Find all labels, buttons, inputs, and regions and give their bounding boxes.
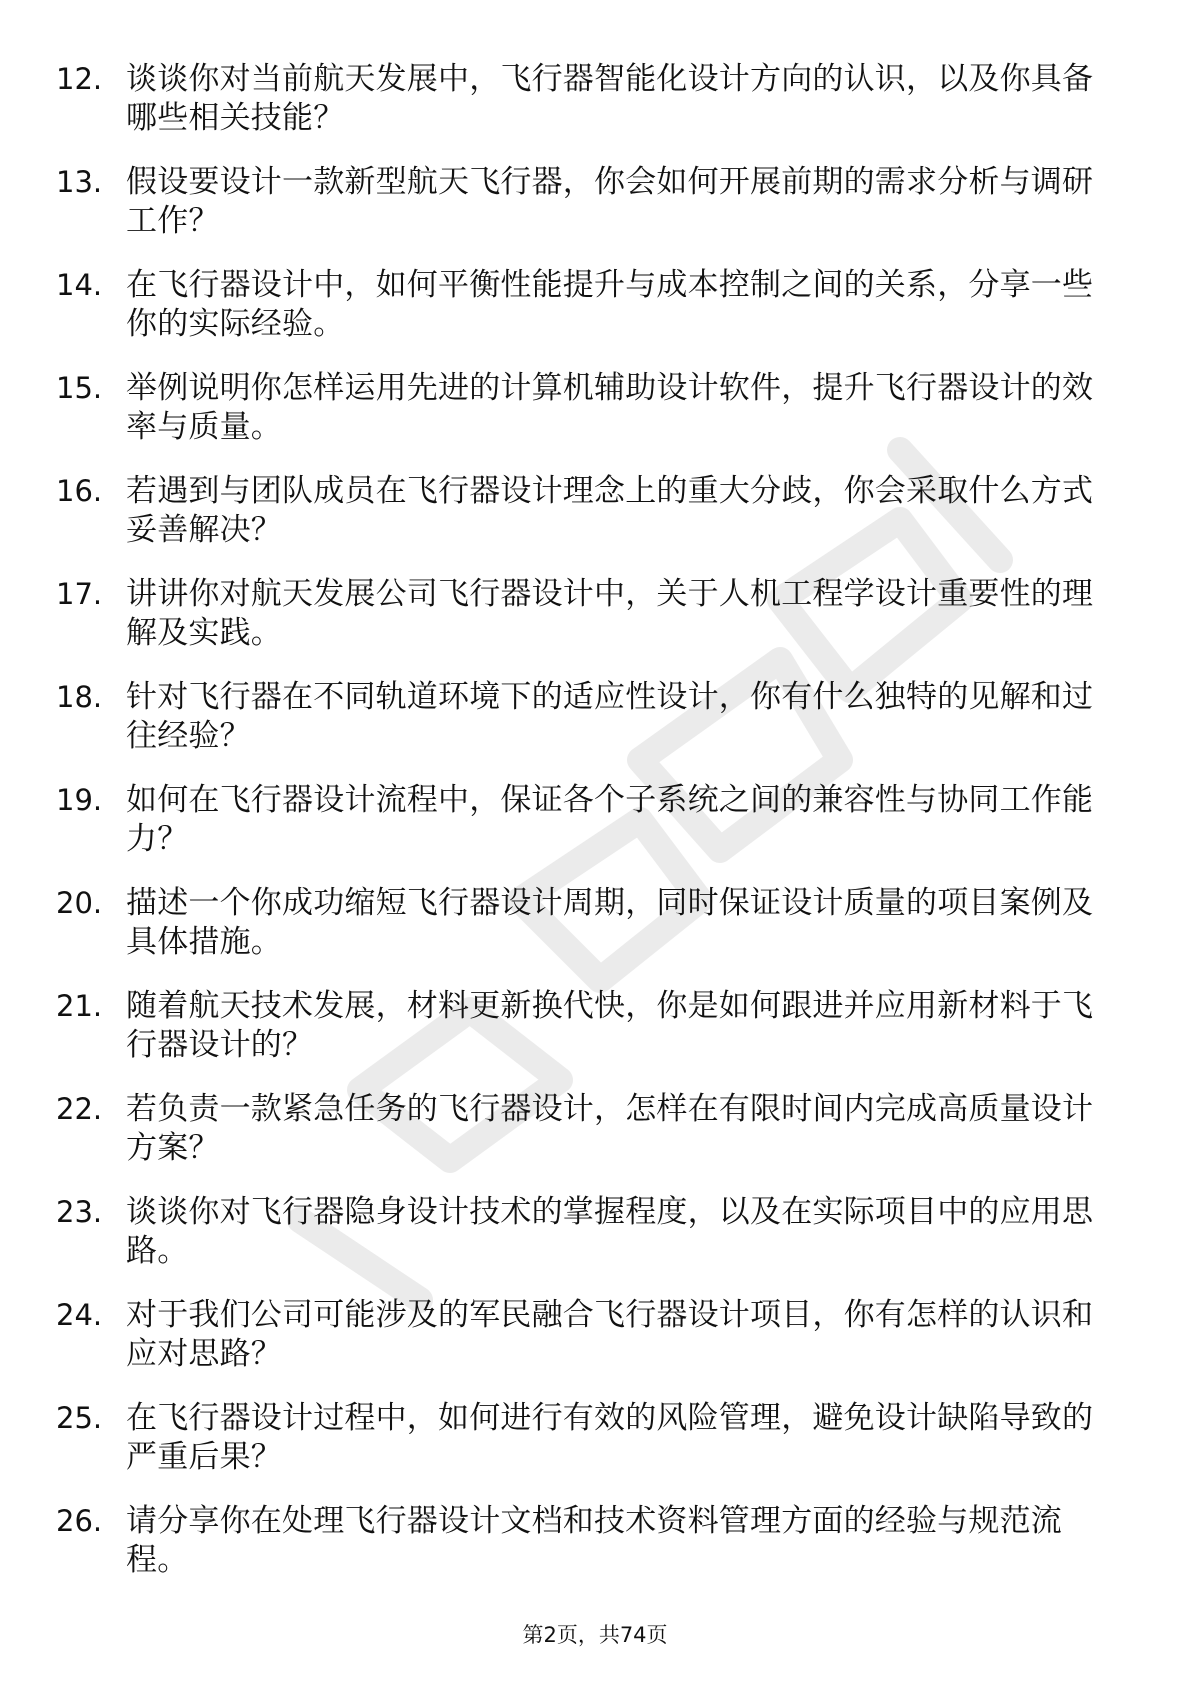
question-number: 25.: [56, 1401, 103, 1435]
question-text: 请分享你在处理飞行器设计文档和技术资料管理方面的经验与规范流程。: [126, 1503, 1062, 1578]
list-item: [56, 1296, 1116, 1376]
list-item: [56, 678, 1116, 758]
question-number: 13.: [56, 165, 103, 199]
question-number: 15.: [56, 371, 103, 405]
question-number: 22.: [56, 1092, 103, 1126]
list-item: [56, 1193, 1116, 1273]
question-number: 21.: [56, 989, 103, 1023]
question-number: 12.: [56, 62, 103, 96]
question-text: 举例说明你怎样运用先进的计算机辅助设计软件，提升飞行器设计的效率与质量。: [126, 370, 1094, 445]
list-item: [56, 781, 1116, 861]
question-number: 18.: [56, 680, 103, 714]
question-number: 20.: [56, 886, 103, 920]
question-text: 在飞行器设计中，如何平衡性能提升与成本控制之间的关系，分享一些你的实际经验。: [126, 267, 1094, 342]
list-item: [56, 884, 1116, 964]
list-item: [56, 575, 1116, 655]
question-number: 14.: [56, 268, 103, 302]
list-item: [56, 987, 1116, 1067]
question-text: 在飞行器设计过程中，如何进行有效的风险管理，避免设计缺陷导致的严重后果？: [126, 1400, 1094, 1475]
list-item: [56, 1090, 1116, 1170]
question-number: 23.: [56, 1195, 103, 1229]
page-footer: 第2页，共74页: [522, 1623, 668, 1647]
question-text: 谈谈你对当前航天发展中，飞行器智能化设计方向的认识，以及你具备哪些相关技能？: [126, 61, 1094, 136]
list-item: [56, 163, 1116, 243]
list-item: [56, 472, 1116, 552]
question-text: 描述一个你成功缩短飞行器设计周期，同时保证设计质量的项目案例及具体措施。: [126, 885, 1094, 960]
question-number: 26.: [56, 1504, 103, 1538]
list-item: [56, 266, 1116, 346]
question-text: 若遇到与团队成员在飞行器设计理念上的重大分歧，你会采取什么方式妥善解决？: [126, 473, 1094, 548]
question-text: 如何在飞行器设计流程中，保证各个子系统之间的兼容性与协同工作能力？: [126, 782, 1094, 857]
question-text: 谈谈你对飞行器隐身设计技术的掌握程度，以及在实际项目中的应用思路。: [126, 1194, 1094, 1269]
list-item: [56, 1399, 1116, 1479]
question-text: 讲讲你对航天发展公司飞行器设计中，关于人机工程学设计重要性的理解及实践。: [126, 576, 1094, 651]
question-text: 假设要设计一款新型航天飞行器，你会如何开展前期的需求分析与调研工作？: [126, 164, 1094, 239]
question-number: 19.: [56, 783, 103, 817]
question-text: 针对飞行器在不同轨道环境下的适应性设计，你有什么独特的见解和过往经验？: [126, 679, 1094, 754]
question-number: 16.: [56, 474, 103, 508]
question-number: 24.: [56, 1298, 103, 1332]
question-text: 随着航天技术发展，材料更新换代快，你是如何跟进并应用新材料于飞行器设计的？: [126, 988, 1094, 1063]
question-text: 对于我们公司可能涉及的军民融合飞行器设计项目，你有怎样的认识和应对思路？: [126, 1297, 1094, 1372]
list-item: [56, 1502, 1116, 1582]
question-text: 若负责一款紧急任务的飞行器设计，怎样在有限时间内完成高质量设计方案？: [126, 1091, 1094, 1166]
question-list: [56, 60, 1116, 1605]
question-number: 17.: [56, 577, 103, 611]
list-item: [56, 60, 1116, 140]
list-item: [56, 369, 1116, 449]
